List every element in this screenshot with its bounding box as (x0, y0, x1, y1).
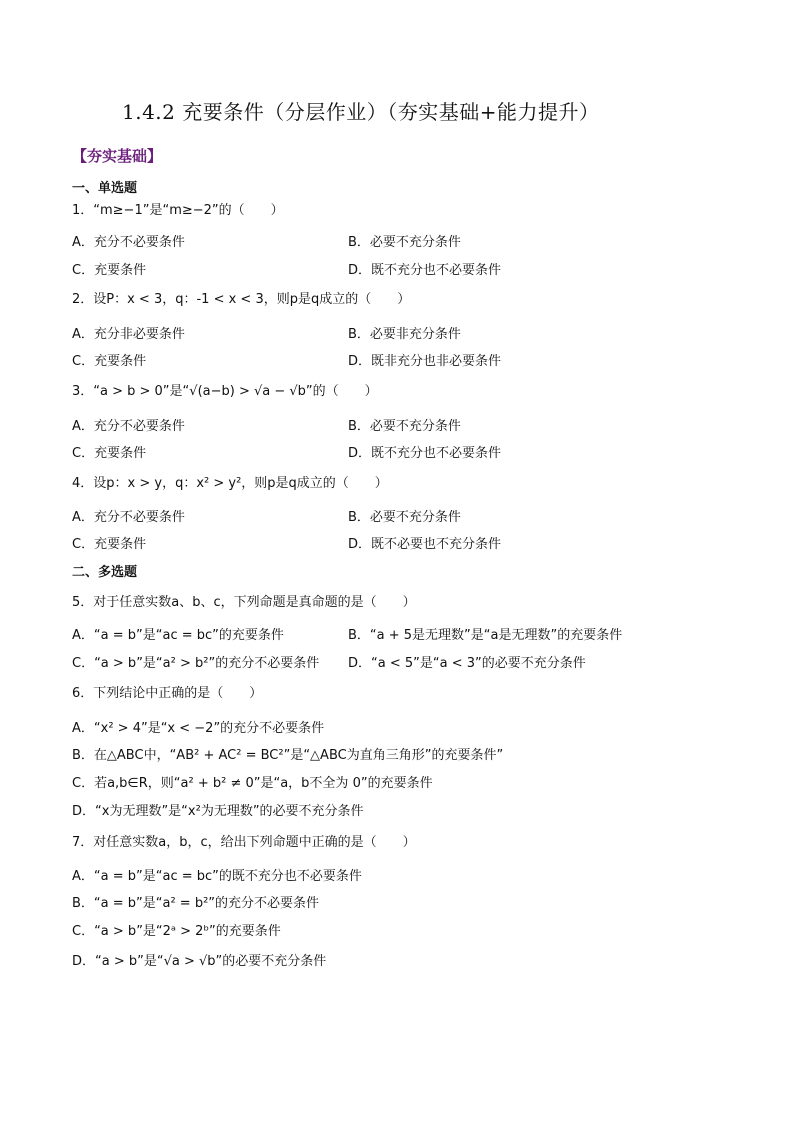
heading-multiple-choice: 二、多选题 (72, 565, 138, 580)
question-6-option-d[interactable]: D．“x为无理数”是“x²为无理数”的必要不充分条件 (72, 804, 364, 819)
question-3-stem: 3．“a > b > 0”是“√(a−b) > √a − √b”的（ ） (72, 384, 378, 399)
question-5-option-a[interactable]: A．“a = b”是“ac = bc”的充要条件 (72, 628, 284, 643)
question-7-option-c[interactable]: C．“a > b”是“2ᵃ > 2ᵇ”的充要条件 (72, 924, 281, 939)
question-4-option-c[interactable]: C．充要条件 (72, 537, 147, 552)
question-3-option-a[interactable]: A．充分不必要条件 (72, 419, 185, 434)
question-4-option-a[interactable]: A．充分不必要条件 (72, 510, 185, 525)
question-3-option-b[interactable]: B．必要不充分条件 (348, 419, 461, 434)
question-6-option-b[interactable]: B．在△ABC中，“AB² + AC² = BC²”是“△ABC为直角三角形”的充要条件” (72, 748, 504, 763)
question-6-option-a[interactable]: A．“x² > 4”是“x < −2”的充分不必要条件 (72, 721, 325, 736)
question-3-option-d[interactable]: D．既不充分也不必要条件 (348, 446, 502, 461)
question-2-stem: 2．设P：x < 3，q：-1 < x < 3，则p是q成立的（ ） (72, 292, 411, 307)
question-1-stem: 1．“m≥−1”是“m≥−2”的（ ） (72, 203, 284, 218)
question-2-option-c[interactable]: C．充要条件 (72, 354, 147, 369)
question-7-option-b[interactable]: B．“a = b”是“a² = b²”的充分不必要条件 (72, 896, 320, 911)
question-5-option-b[interactable]: B．“a + 5是无理数”是“a是无理数”的充要条件 (348, 628, 623, 643)
question-4-option-b[interactable]: B．必要不充分条件 (348, 510, 461, 525)
question-6-stem: 6．下列结论中正确的是（ ） (72, 686, 263, 701)
question-5-option-d[interactable]: D．“a < 5”是“a < 3”的必要不充分条件 (348, 656, 586, 671)
question-5-stem: 5．对于任意实数a、b、c，下列命题是真命题的是（ ） (72, 595, 416, 610)
question-7-stem: 7．对任意实数a，b，c，给出下列命题中正确的是（ ） (72, 835, 416, 850)
question-4-option-d[interactable]: D．既不必要也不充分条件 (348, 537, 502, 552)
question-5-option-c[interactable]: C．“a > b”是“a² > b²”的充分不必要条件 (72, 656, 320, 671)
page-title: 1.4.2 充要条件（分层作业）（夯实基础+能力提升） (122, 100, 600, 124)
question-7-option-d[interactable]: D．“a > b”是“√a > √b”的必要不充分条件 (72, 954, 327, 969)
question-2-option-b[interactable]: B．必要非充分条件 (348, 327, 461, 342)
question-1-option-b[interactable]: B．必要不充分条件 (348, 235, 461, 250)
question-6-option-c[interactable]: C．若a,b∈R，则“a² + b² ≠ 0”是“a，b不全为 0”的充要条件 (72, 776, 433, 791)
section-heading: 【夯实基础】 (72, 147, 163, 165)
question-1-option-a[interactable]: A．充分不必要条件 (72, 235, 185, 250)
question-7-option-a[interactable]: A．“a = b”是“ac = bc”的既不充分也不必要条件 (72, 869, 362, 884)
question-4-stem: 4．设p：x > y，q：x² > y²，则p是q成立的（ ） (72, 476, 388, 491)
heading-single-choice: 一、单选题 (72, 181, 138, 196)
question-2-option-d[interactable]: D．既非充分也非必要条件 (348, 354, 502, 369)
question-3-option-c[interactable]: C．充要条件 (72, 446, 147, 461)
question-1-option-c[interactable]: C．充要条件 (72, 263, 147, 278)
question-2-option-a[interactable]: A．充分非必要条件 (72, 327, 185, 342)
question-1-option-d[interactable]: D．既不充分也不必要条件 (348, 263, 502, 278)
